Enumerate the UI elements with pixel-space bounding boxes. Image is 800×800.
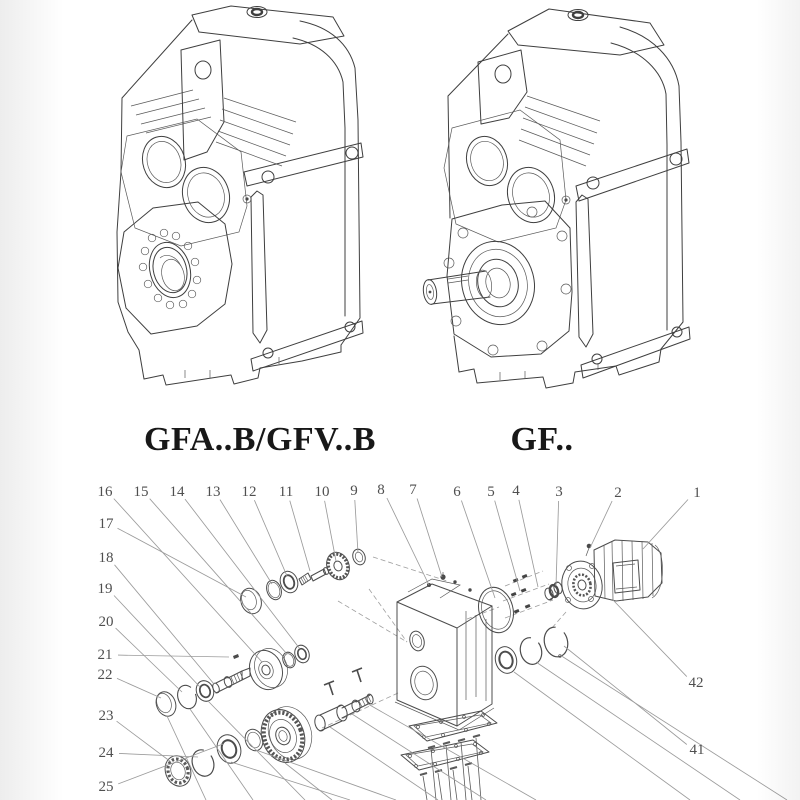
part-dowel-pin — [233, 654, 239, 659]
part-output-shaft-exploded — [313, 693, 374, 731]
leader-line-4 — [519, 500, 538, 587]
part-intermediate-shaft — [211, 668, 250, 694]
part-housing — [395, 572, 494, 730]
leader-line-25 — [118, 744, 223, 784]
leader-line-16 — [114, 499, 262, 662]
right-figure-label: GF.. — [510, 421, 574, 458]
callout-number-13: 13 — [205, 484, 221, 500]
callout-number-5: 5 — [487, 484, 495, 500]
upper-bearing-bores — [460, 131, 561, 229]
callout-number-19: 19 — [97, 581, 113, 597]
part-bearing-input — [277, 569, 300, 595]
callout-number-23: 23 — [98, 708, 114, 724]
callout-number-3: 3 — [555, 484, 563, 500]
leader-line-17 — [118, 528, 247, 597]
plate-hole — [195, 61, 211, 79]
leader-line-21 — [118, 655, 229, 657]
callout-number-17: 17 — [98, 516, 114, 532]
leader-line-1 — [643, 500, 688, 550]
callout-number-8: 8 — [377, 482, 385, 498]
part-gear-disc — [244, 644, 293, 695]
part-pinion-shaft — [299, 567, 330, 585]
leader-line-3 — [556, 501, 559, 586]
exploded-view — [153, 540, 787, 800]
gearbox-drawing-left — [117, 6, 363, 385]
leader-line-9 — [355, 500, 358, 553]
part-gear-small — [323, 549, 353, 583]
part-motor — [557, 540, 662, 613]
part-cap-input — [237, 585, 265, 616]
gearbox-drawing-right — [422, 9, 690, 388]
leader-line-10 — [325, 501, 336, 561]
part-coupling-bushing — [544, 581, 564, 601]
part-snap-ring-outer — [541, 625, 571, 660]
callout-number-18: 18 — [98, 550, 114, 566]
leader-line-23 — [117, 721, 171, 762]
part-gasket-plate-1 — [409, 711, 497, 741]
leader-line-18 — [115, 565, 215, 684]
callout-number-25: 25 — [98, 779, 114, 795]
output-flange — [444, 201, 572, 357]
callout-number-16: 16 — [97, 484, 113, 500]
callout-number-20: 20 — [98, 614, 114, 630]
output-shaft — [422, 269, 494, 305]
leader-line-5 — [495, 501, 520, 591]
leader-line-7 — [417, 499, 442, 578]
part-cap-intermediate — [153, 689, 179, 719]
callout-number-2: 2 — [614, 485, 622, 501]
part-snap-ring-output — [517, 635, 544, 667]
callout-number-42: 42 — [688, 675, 704, 691]
leader-line-22 — [117, 678, 161, 698]
left-figure-label: GFA..B/GFV..B — [144, 421, 376, 458]
leader-line-24 — [119, 753, 198, 757]
leader-line-42 — [613, 600, 687, 677]
callout-number-24: 24 — [98, 745, 114, 761]
leader-line-15 — [150, 499, 287, 654]
leader-line-41 — [564, 646, 687, 745]
callout-number-6: 6 — [453, 484, 461, 500]
leader-line-13 — [220, 500, 272, 584]
callout-number-21: 21 — [97, 647, 113, 663]
part-seal-ring — [264, 578, 284, 602]
callout-number-12: 12 — [241, 484, 257, 500]
part-flange-gasket — [474, 583, 519, 636]
callout-number-41: 41 — [689, 742, 705, 758]
leader-line-6 — [461, 501, 495, 599]
leader-line-8 — [387, 498, 429, 585]
part-locknut — [351, 547, 368, 566]
callout-number-14: 14 — [169, 484, 185, 500]
leader-line-19 — [114, 596, 200, 688]
callout-number-7: 7 — [409, 482, 417, 498]
leader-line-11 — [290, 501, 310, 571]
part-t-bolts — [324, 668, 362, 695]
part-snap-ring-intermediate — [174, 683, 199, 712]
callout-number-4: 4 — [512, 483, 520, 499]
callout-number-22: 22 — [97, 667, 113, 683]
leader-line-12 — [254, 500, 287, 576]
leader-line-2 — [590, 501, 612, 548]
part-small-bolt — [586, 544, 591, 556]
callout-number-15: 15 — [133, 484, 149, 500]
callout-number-10: 10 — [314, 484, 330, 500]
callout-number-9: 9 — [350, 483, 358, 499]
upper-bearing-bores — [136, 131, 237, 229]
part-bearing-output — [492, 644, 519, 676]
callout-number-1: 1 — [693, 485, 701, 501]
callout-number-11: 11 — [278, 484, 294, 500]
